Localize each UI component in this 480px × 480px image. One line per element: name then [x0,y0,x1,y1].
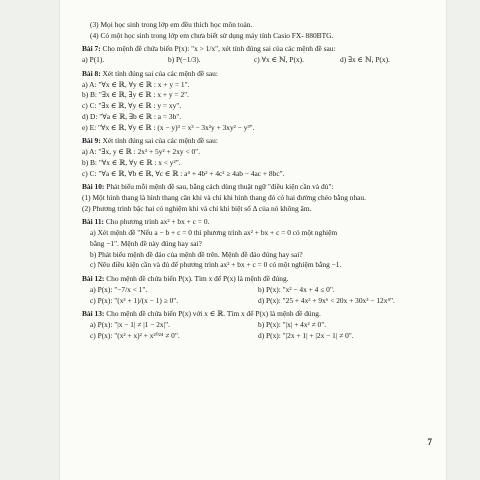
exercise-9-heading [82,136,426,147]
exercise-11-heading [82,217,426,228]
exercise-10-item-1: (1) Một hình thang là hình thang cân khi và chỉ khi hình thang đó có hai đường chéo bằng nhau. [82,193,366,203]
exercise-7-option-d: d) ∃x ∈ ℕ, P(x). [340,55,390,65]
exercise-10-title: Bài 10: [82,182,105,192]
exercise-7-option-c: c) ∀x ∈ ℕ, P(x). [254,55,304,65]
exercise-8-item-a: a) A: "∀x ∈ ℝ, ∀y ∈ ℝ : x + y = 1". [82,79,190,89]
exercise-8-title: Bài 8: [82,68,101,78]
exercise-7-options [82,55,426,66]
exercise-11-part-a-line-1: a) Xét mệnh đề "Nếu a − b + c = 0 thì phương trình ax² + bx + c = 0 có một nghiệm [90,228,338,238]
exercise-11-part-c: c) Nêu điều kiện cần và đủ để phương trình ax² + bx + c = 0 có một nghiệm bằng −1. [90,260,342,270]
exercise-11-stem: Cho phương trình ax² + bx + c = 0. [105,217,210,227]
statement-3: (3) Mọi học sinh trong lớp em đều thích học môn toán. [90,20,253,29]
exercise-10-heading [82,182,426,193]
exercise-9-item-c: c) C: "∀a ∈ ℝ, ∀b ∈ ℝ, ∀c ∈ ℝ : a⁴ + 4b² + 4c² ≥ 4ab − 4ac + 8bc". [82,168,285,178]
exercise-12-row-2 [82,296,426,307]
exercise-8-item-e: e) E: "∀x ∈ ℝ, ∀y ∈ ℝ : (x − y)³ = x³ − 3x²y + 3xy² − y³". [82,122,255,132]
exercise-8-stem: Xét tính đúng sai của các mệnh đề sau: [102,68,218,78]
exercise-12-part-d: d) P(x): "25 + 4x² + 9x⁶ < 20x + 30x³ − 12x⁴". [258,295,395,305]
exercise-7-option-a: a) P(1). [82,55,105,65]
exercise-7-heading [82,44,426,55]
exercise-12-part-c: c) P(x): "(x² + 1)/(x − 1) ≥ 0". [90,295,179,305]
exercise-10-item-2: (2) Phương trình bậc hai có nghiệm khi và chỉ khi biệt số Δ của nó không âm. [82,203,312,213]
exercise-11-part-a-line-2: bằng −1". Mệnh đề này đúng hay sai? [90,238,202,248]
document-page [60,0,446,480]
exercise-13-stem: Cho mệnh đề chứa biến P(x) với x ∈ ℝ. Tìm x để P(x) là mệnh đề đúng. [106,309,321,319]
exercise-7-stem: Cho mệnh đề chứa biến P(x): "x > 1/x", xét tính đúng sai của các mệnh đề sau: [102,44,336,54]
exercise-13-part-a: a) P(x): "|x − 1| ≠ |1 − 2x|". [90,320,170,330]
exercise-13-part-c: c) P(x): "(x² + x)² + x²⁰²⁴ ≠ 0". [90,330,180,340]
exercise-9-stem: Xét tính đúng sai của các mệnh đề sau: [102,136,218,146]
exercise-13-row-2 [82,331,426,342]
exercise-13-title: Bài 13: [82,309,105,319]
exercise-11-part-b: b) Phát biểu mệnh đề đảo của mệnh đề trên. Mệnh đề đảo đúng hay sai? [90,249,303,259]
exercise-13-part-b: b) P(x): "|x| + 4x² ≠ 0". [258,320,327,330]
exercise-9-item-a: a) A: "∃x, y ∈ ℝ : 2x² + 5y² + 2xy < 0". [82,147,201,157]
exercise-7-option-b: b) P(−1/3). [168,55,201,65]
exercise-9-item-b: b) B: "∀x ∈ ℝ, ∀y ∈ ℝ : x < y²". [82,157,181,167]
exercise-8-item-c: c) C: "∃x ∈ ℝ, ∀y ∈ ℝ : y = xy". [82,101,182,111]
exercise-8-item-b: b) B: "∃x ∈ ℝ, ∃y ∈ ℝ : x + y = 2". [82,90,189,100]
page-number: 7 [427,437,432,447]
exercise-11-title: Bài 11: [82,217,104,227]
exercise-10-stem: Phát biểu mỗi mệnh đề sau, bằng cách dùng thuật ngữ "điều kiện cần và đủ": [106,182,334,192]
exercise-12-part-b: b) P(x): "x² − 4x + 4 ≤ 0". [258,284,335,294]
exercise-8-item-d: d) D: "∀a ∈ ℝ, ∃b ∈ ℝ : a = 3b". [82,111,182,121]
exercise-12-part-a: a) P(x): "−7/x < 1". [90,284,148,294]
statement-4: (4) Có một học sinh trong lớp em chưa biết sử dụng máy tính Casio FX- 880BTG. [90,30,334,40]
exercise-9-title: Bài 9: [82,136,101,146]
exercise-12-row-1 [82,285,426,296]
exercise-12-stem: Cho mệnh đề chứa biến P(x). Tìm x để P(x) là mệnh đề đúng. [106,274,289,284]
exercise-13-row-1 [82,320,426,331]
page-content [82,20,426,342]
exercise-12-title: Bài 12: [82,274,105,284]
exercise-7-title: Bài 7: [82,44,101,54]
exercise-13-heading [82,309,426,320]
exercise-13-part-d: d) P(x): "|2x + 1| + |2x − 1| ≠ 0". [258,330,354,340]
exercise-8-heading [82,69,426,80]
exercise-12-heading [82,274,426,285]
